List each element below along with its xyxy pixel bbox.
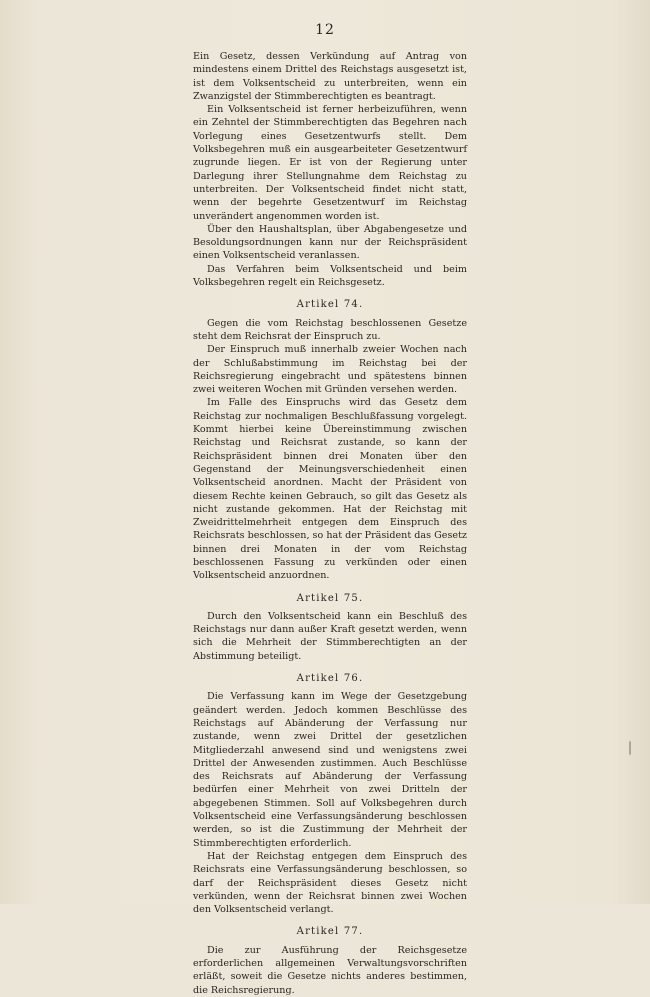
paragraph: Die zur Ausführung der Reichsgesetze erforderlichen allgemeinen Verwaltungsvorschriften erläßt, soweit die Gesetze nichts anderes bestimmen, die Reichsregierung. xyxy=(193,944,467,996)
article-heading: Artikel 75. xyxy=(296,592,364,604)
paragraph: Das Verfahren beim Volksentscheid und beim Volksbegehren regelt ein Reichsgesetz. xyxy=(193,263,467,289)
paragraph: Die Verfassung kann im Wege der Gesetzgebung geändert werden. Jedoch kommen Beschlüsse des Reichstags auf Abänderung der Verfassung nur zustande, wenn zwei Drittel der gesetzlichen Mitgliederzahl anwesend sind und wenigstens zwei Drittel der Anwesenden zustimmen. Auch Beschlüsse des Reichsrats auf Abänderung der Verfassung bedürfen einer Mehrheit von zwei Dritteln der abgegebenen Stimmen. Soll auf Volksbegehren durch Volksentscheid eine Verfassungsänderung beschlossen werden, so ist die Zustimmung der Mehrheit der Stimmberechtigten erforderlich. xyxy=(193,691,467,849)
paragraph: Durch den Volksentscheid kann ein Beschluß des Reichstags nur dann außer Kraft gesetzt werden, wenn sich die Mehrheit der Stimmberechtigten an der Abstimmung beteiligt. xyxy=(193,610,467,662)
paragraph: Im Falle des Einspruchs wird das Gesetz dem Reichstag zur nochmaligen Beschlußfassung vorgelegt. Kommt hierbei keine Übereinstimmung zwischen Reichstag und Reichsrat zustande, so kann der Reichspräsident binnen drei Monaten über den Gegenstand der Meinungsverschiedenheit einen Volksentscheid anordnen. Macht der Präsident von diesem Rechte keinen Gebrauch, so gilt das Gesetz als nicht zustande gekommen. Hat der Reichstag mit Zweidrittelmehrheit entgegen dem Einspruch des Reichsrats beschlossen, so hat der Präsident das Gesetz binnen drei Monaten in der vom Reichstag beschlossenen Fassung zu verkünden oder einen Volksentscheid anzuordnen. xyxy=(193,397,467,582)
paragraph: Ein Volksentscheid ist ferner herbeizuführen, wenn ein Zehntel der Stimmberechtigten das Begehren nach Vorlegung eines Gesetzentwurfs stellt. Dem Volksbegehren muß ein ausgearbeiteter Gesetzentwurf zugrunde liegen. Er ist von der Regierung unter Darlegung ihrer Stellungnahme dem Reichstag zu unterbreiten. Der Volksentscheid findet nicht statt, wenn der begehrte Gesetzentwurf im Reichstag unverändert angenommen worden ist. xyxy=(193,104,467,222)
paragraph: Ein Gesetz, dessen Verkündung auf Antrag von mindestens einem Drittel des Reichstags ausgesetzt ist, ist dem Volksentscheid zu unterbreiten, wenn ein Zwanzigstel der Stimmberechtigten es beantragt. xyxy=(193,51,467,102)
article-heading: Artikel 76. xyxy=(296,673,364,685)
paragraph: Hat der Reichstag entgegen dem Einspruch des Reichsrats eine Verfassungsänderung beschlossen, so darf der Reichspräsident dieses Gesetz nicht verkünden, wenn der Reichsrat binnen zwei Wochen den Volksentscheid verlangt. xyxy=(193,850,467,916)
paragraph: Gegen die vom Reichstag beschlossenen Gesetze steht dem Reichsrat der Einspruch zu. xyxy=(193,317,467,342)
article-74 xyxy=(193,298,467,582)
article-heading: Artikel 77. xyxy=(296,926,364,938)
margin-mark xyxy=(629,741,634,755)
text-column xyxy=(193,50,467,997)
intro-section xyxy=(193,50,467,289)
article-heading: Artikel 74. xyxy=(296,299,364,311)
page-number: 12 xyxy=(315,22,335,38)
article-77 xyxy=(193,925,467,996)
paragraph: Der Einspruch muß innerhalb zweier Wochen nach der Schlußabstimmung im Reichstag bei der Reichsregierung eingebracht und spätestens binnen zwei weiteren Wochen mit Gründen versehen werden. xyxy=(193,344,467,396)
paragraph: Über den Haushaltsplan, über Abgabengesetze und Besoldungsordnungen kann nur der Reichspräsident einen Volksentscheid veranlassen. xyxy=(193,223,467,262)
article-75 xyxy=(193,592,467,663)
article-76 xyxy=(193,672,467,916)
